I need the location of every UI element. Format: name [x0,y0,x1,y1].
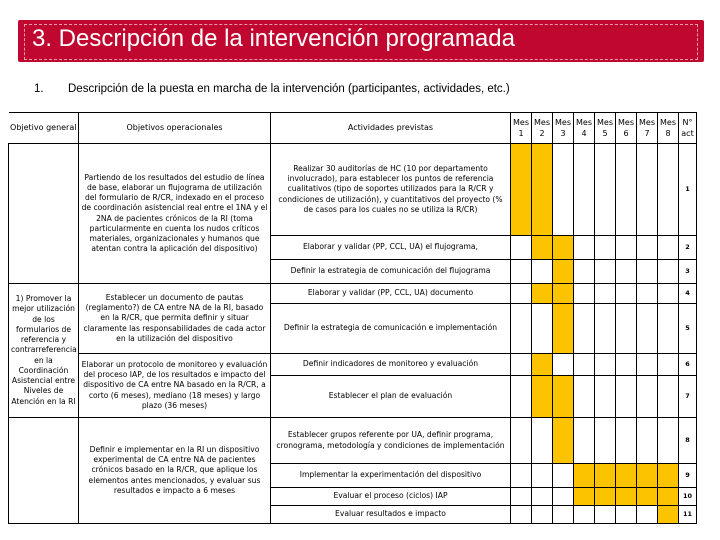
gantt-cell [595,260,616,284]
gantt-cell [616,506,637,524]
gantt-cell [637,506,658,524]
activity-number: 2 [679,236,697,260]
header-month-6: Mes 6 [616,113,637,144]
gantt-cell [574,376,595,418]
gantt-cell [595,376,616,418]
gantt-cell [511,236,532,260]
gantt-cell [574,354,595,376]
section-title: Descripción de la puesta en marcha de la intervención (participantes, actividades, etc.) [68,83,510,95]
gantt-cell [616,464,637,488]
gantt-cell [658,260,679,284]
operational-objective-3: Elaborar un protocolo de monitoreo y evaluación del proceso IAP, de los resultados e impacto del dispositivo de CA entre NA basado en la R/CR, a corto (6 meses), mediano (18 meses) y largo plazo (36 meses) [79,354,271,418]
gantt-cell [511,304,532,354]
intervention-table [8,112,697,524]
gantt-cell [532,304,553,354]
header-activities: Actividades previstas [271,113,511,144]
gantt-cell [553,418,574,464]
gantt-cell [511,260,532,284]
activity-3: Definir la estrategia de comunicación del flujograma [271,260,511,284]
gantt-cell [553,260,574,284]
gantt-cell [595,284,616,304]
table-row [9,144,697,236]
activity-number: 4 [679,284,697,304]
gantt-cell [637,376,658,418]
gantt-cell [637,464,658,488]
gantt-cell [637,488,658,506]
slide-title-banner [18,20,704,62]
operational-objective-2: Establecer un documento de pautas (reglamento?) de CA entre NA de la RI, basado en la R/CR, que permita definir y situar claramente las responsabilidades de cada actor en la utilización del dispositivo [79,284,271,354]
gantt-cell [595,354,616,376]
gantt-cell [511,506,532,524]
operational-objective-1: Partiendo de los resultados del estudio de línea de base, elaborar un flujograma de utilización del formulario de R/CR, indexado en el proceso de coordinación asistencial real entre el 1NA y el 2NA de pacientes crónicos de la RI (toma particularmente en cuenta los nudos críticos materiales, organizacionales y humanos que atentan contra la aplicación del dispositivo) [79,144,271,284]
activity-1: Realizar 30 auditorías de HC (10 por departamento involucrado), para establecer los puntos de referencia cualitativos (tipo de soportes utilizados para la R/CR y condiciones de utilización), y cuantitativos del proyecto (% de casos para los cuales no se utiliza la R/CR) [271,144,511,236]
gantt-cell [574,144,595,236]
gantt-cell [532,464,553,488]
gantt-cell [553,354,574,376]
activity-number: 5 [679,304,697,354]
gantt-cell [637,418,658,464]
header-month-2: Mes 2 [532,113,553,144]
gantt-cell [637,304,658,354]
gantt-cell [511,488,532,506]
gantt-cell [595,418,616,464]
gantt-cell [637,284,658,304]
gantt-cell [616,376,637,418]
gantt-cell [658,418,679,464]
gantt-cell [574,464,595,488]
gantt-cell [574,304,595,354]
gantt-cell [511,284,532,304]
gantt-cell [658,304,679,354]
gantt-cell [616,418,637,464]
gantt-cell [553,464,574,488]
gantt-cell [511,376,532,418]
activity-number: 11 [679,506,697,524]
gantt-cell [616,488,637,506]
gantt-cell [658,284,679,304]
gantt-cell [637,236,658,260]
gantt-cell [532,506,553,524]
gantt-cell [511,418,532,464]
gantt-cell [658,376,679,418]
gantt-cell [532,260,553,284]
activity-10: Evaluar el proceso (ciclos) IAP [271,488,511,506]
gantt-cell [616,144,637,236]
gantt-cell [616,284,637,304]
gantt-cell [658,464,679,488]
header-general-objective: Objetivo general [9,113,79,144]
general-objective-empty [9,418,79,524]
gantt-cell [574,506,595,524]
gantt-cell [658,506,679,524]
activity-number: 6 [679,354,697,376]
gantt-cell [511,144,532,236]
gantt-cell [658,144,679,236]
header-operational-objectives: Objetivos operacionales [79,113,271,144]
slide-title: 3. Descripción de la intervención programada [32,25,515,52]
header-month-8: Mes 8 [658,113,679,144]
header-month-7: Mes 7 [637,113,658,144]
header-month-4: Mes 4 [574,113,595,144]
gantt-cell [553,284,574,304]
gantt-cell [553,144,574,236]
gantt-cell [511,354,532,376]
header-month-1: Mes 1 [511,113,532,144]
activity-number: 10 [679,488,697,506]
gantt-cell [574,284,595,304]
gantt-cell [595,304,616,354]
header-month-5: Mes 5 [595,113,616,144]
gantt-cell [553,376,574,418]
gantt-cell [532,376,553,418]
gantt-cell [595,488,616,506]
activity-2: Elaborar y validar (PP, CCL, UA) el flujograma, [271,236,511,260]
activity-number: 9 [679,464,697,488]
gantt-cell [532,418,553,464]
activity-number: 8 [679,418,697,464]
gantt-cell [616,354,637,376]
gantt-cell [595,236,616,260]
gantt-cell [658,236,679,260]
header-activity-number: N° act [679,113,697,144]
operational-objective-4: Definir e implementar en la RI un dispositivo experimental de CA entre NA de pacientes crónicos basado en la R/CR, que aplique los elementos antes mencionados, y evaluar sus resultados e impacto a 6 meses [79,418,271,524]
gantt-cell [553,304,574,354]
activity-6: Definir indicadores de monitoreo y evaluación [271,354,511,376]
activity-7: Establecer el plan de evaluación [271,376,511,418]
gantt-cell [595,464,616,488]
table-row [9,354,697,376]
header-month-3: Mes 3 [553,113,574,144]
activity-9: Implementar la experimentación del dispositivo [271,464,511,488]
gantt-cell [595,506,616,524]
gantt-cell [574,260,595,284]
section-number: 1. [34,83,44,95]
gantt-cell [532,354,553,376]
activity-11: Evaluar resultados e impacto [271,506,511,524]
gantt-cell [532,488,553,506]
gantt-cell [532,284,553,304]
general-objective-empty [9,144,79,284]
gantt-cell [637,354,658,376]
gantt-cell [574,418,595,464]
gantt-cell [658,354,679,376]
gantt-cell [637,144,658,236]
gantt-cell [511,464,532,488]
table-header-row [9,113,697,144]
gantt-cell [616,260,637,284]
activity-number: 7 [679,376,697,418]
gantt-cell [595,144,616,236]
gantt-cell [553,506,574,524]
gantt-cell [553,488,574,506]
table-row [9,418,697,464]
activity-5: Definir la estrategia de comunicación e implementación [271,304,511,354]
gantt-cell [532,236,553,260]
gantt-cell [553,236,574,260]
gantt-cell [637,260,658,284]
activity-number: 1 [679,144,697,236]
gantt-cell [532,144,553,236]
gantt-cell [574,488,595,506]
activity-4: Elaborar y validar (PP, CCL, UA) documento [271,284,511,304]
general-objective: 1) Promover la mejor utilización de los formularios de referencia y contrarreferencia en la Coordinación Asistencial entre Niveles de Atención en la RI [9,284,79,418]
gantt-cell [616,236,637,260]
activity-number: 3 [679,260,697,284]
table-row [9,284,697,304]
gantt-cell [658,488,679,506]
gantt-cell [574,236,595,260]
activity-8: Establecer grupos referente por UA, definir programa, cronograma, metodología y condiciones de implementación [271,418,511,464]
gantt-cell [616,304,637,354]
